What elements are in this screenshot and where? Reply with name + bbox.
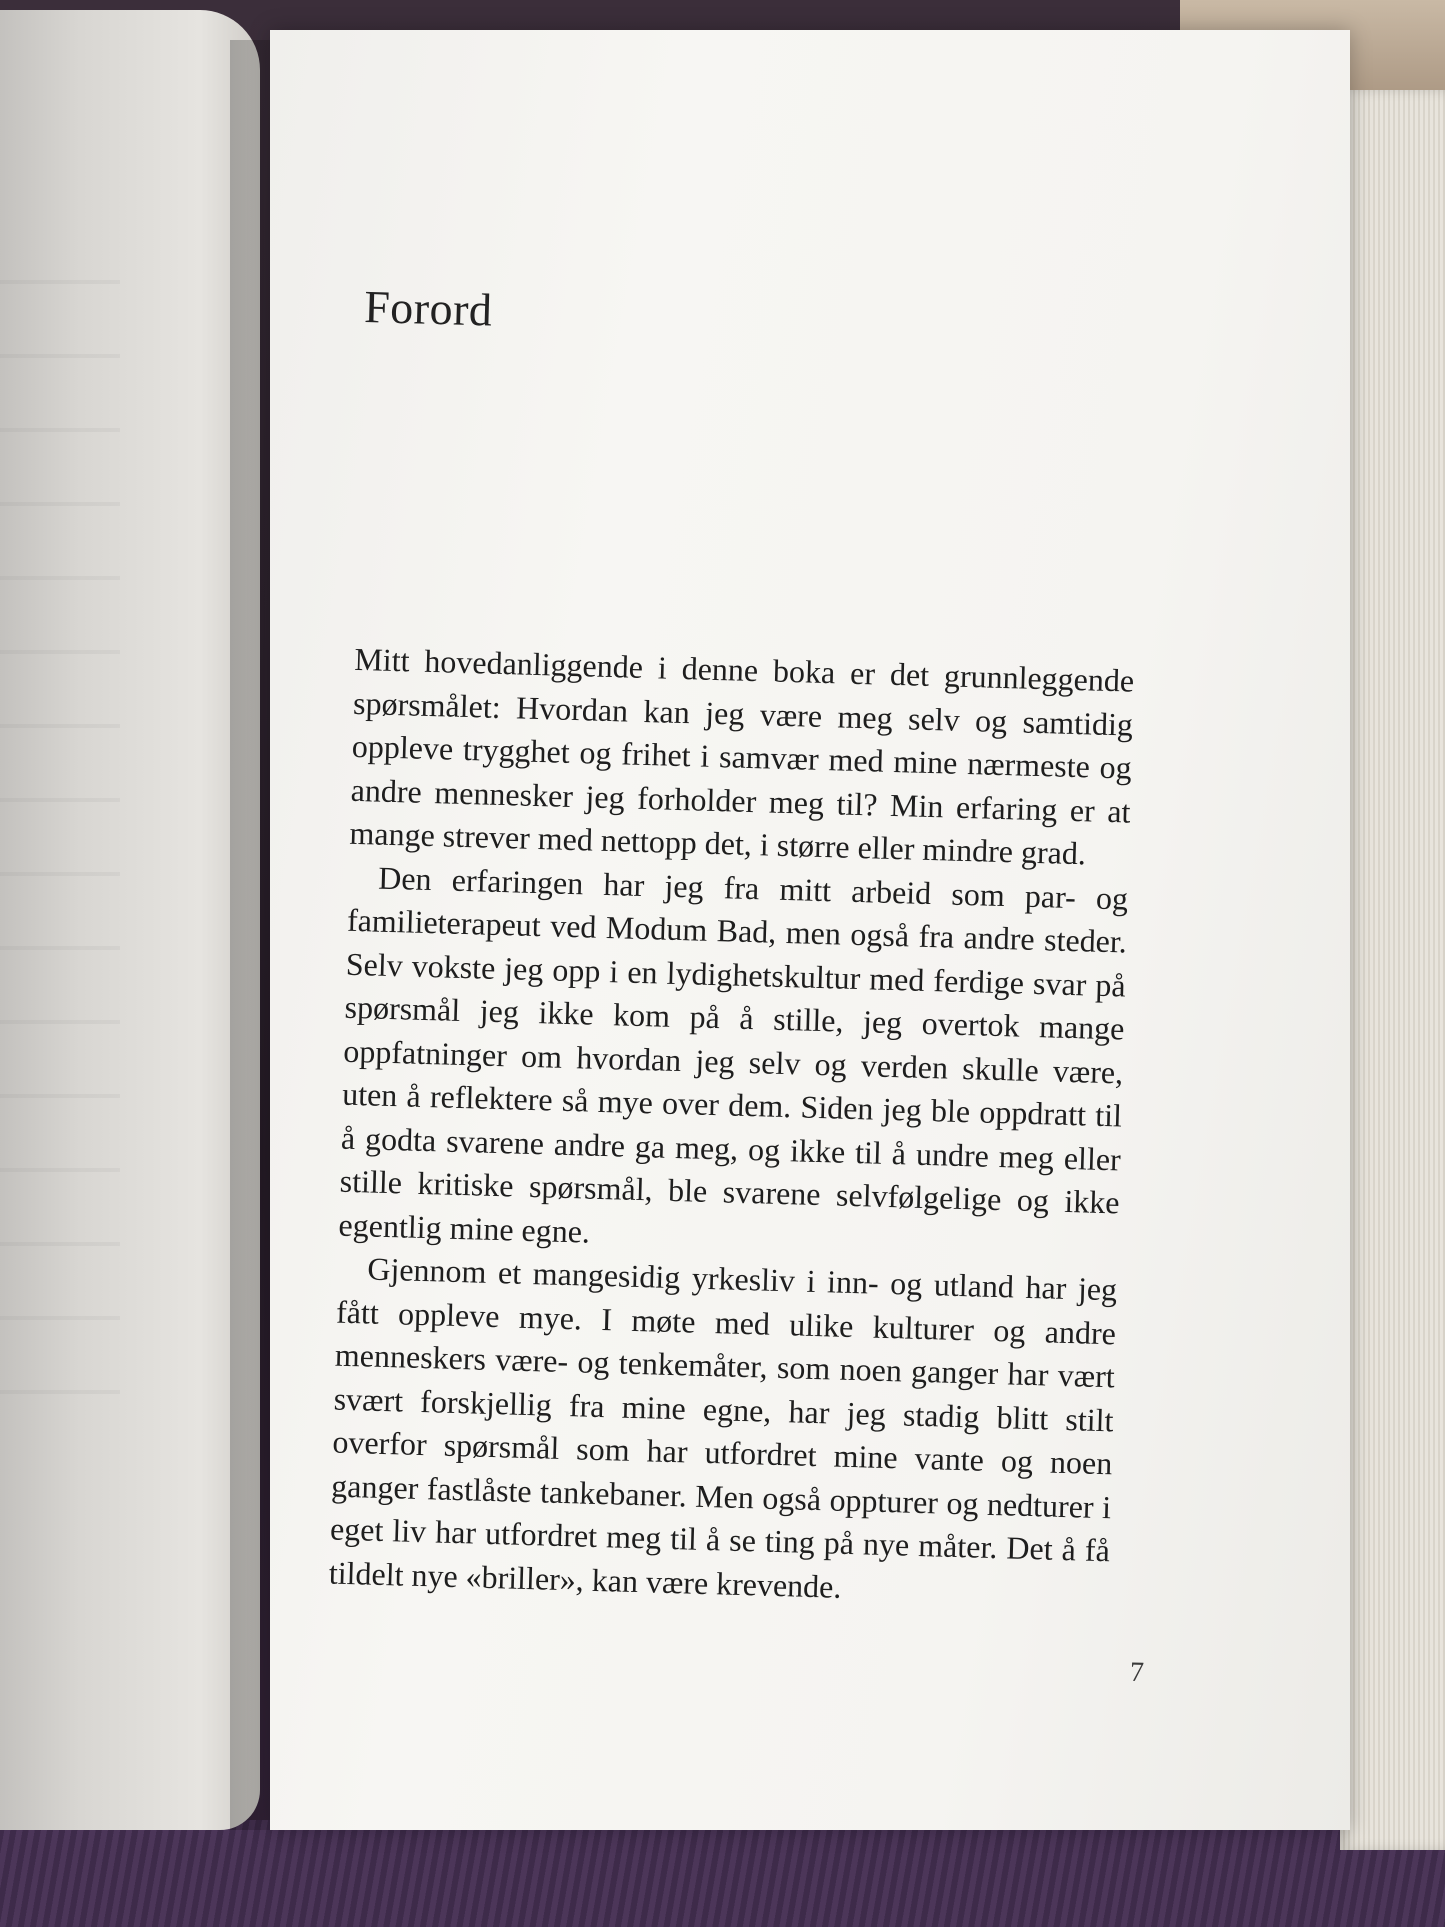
page-stack-edge [1340, 90, 1445, 1850]
page-number: 7 [1129, 1656, 1145, 1689]
paragraph-2: Den erfaringen har jeg fra mitt arbeid som par- og familieterapeut ved Modum Bad, men også fra andre steder. Selv vokste jeg opp i en lydighetskultur med ferdige svar på spørsmål jeg ikke kom på å stille, jeg overtok mange oppfatninger om hvordan jeg selv og verden skulle være, uten å reflektere så mye over dem. Siden jeg ble oppdratt til å godta svarene andre ga meg, og ikke til å undre meg eller stille kritiske spørsmål, ble svarene selvfølgelige og ikke egentlig mine egne. [338, 859, 1129, 1250]
table-fabric [0, 1820, 1445, 1927]
left-page [0, 10, 260, 1830]
paragraph-1: Mitt hovedanliggende i denne boka er det grunnleggende spørsmålet: Hvordan kan jeg være meg selv og samtidig oppleve trygghet og frihet i samvær med mine nærmeste og andre mennesker jeg forholder meg til? Min erfaring er at mange strever med nettopp det, i større eller mindre grad. [349, 640, 1135, 872]
chapter-title: Forord [363, 280, 494, 336]
left-page-faint-text [0, 210, 120, 1410]
page-content [328, 280, 1144, 1616]
body-text [328, 638, 1134, 1616]
right-page [270, 30, 1350, 1830]
paragraph-3: Gjennom et mangesidig yrkesliv i inn- og utland har jeg fått oppleve mye. I møte med ulike kulturer og andre menneskers være- og tenkemåter, som noen ganger har vært svært forskjellig fra mine egne, har jeg stadig blitt stilt overfor spørsmål som har utfordret mine vante og noen ganger fastlåste tankebaner. Men også oppturer og nedturer i eget liv har utfordret meg til å se ting på nye måter. Det å få tildelt nye «briller», kan være krevende. [328, 1250, 1118, 1605]
